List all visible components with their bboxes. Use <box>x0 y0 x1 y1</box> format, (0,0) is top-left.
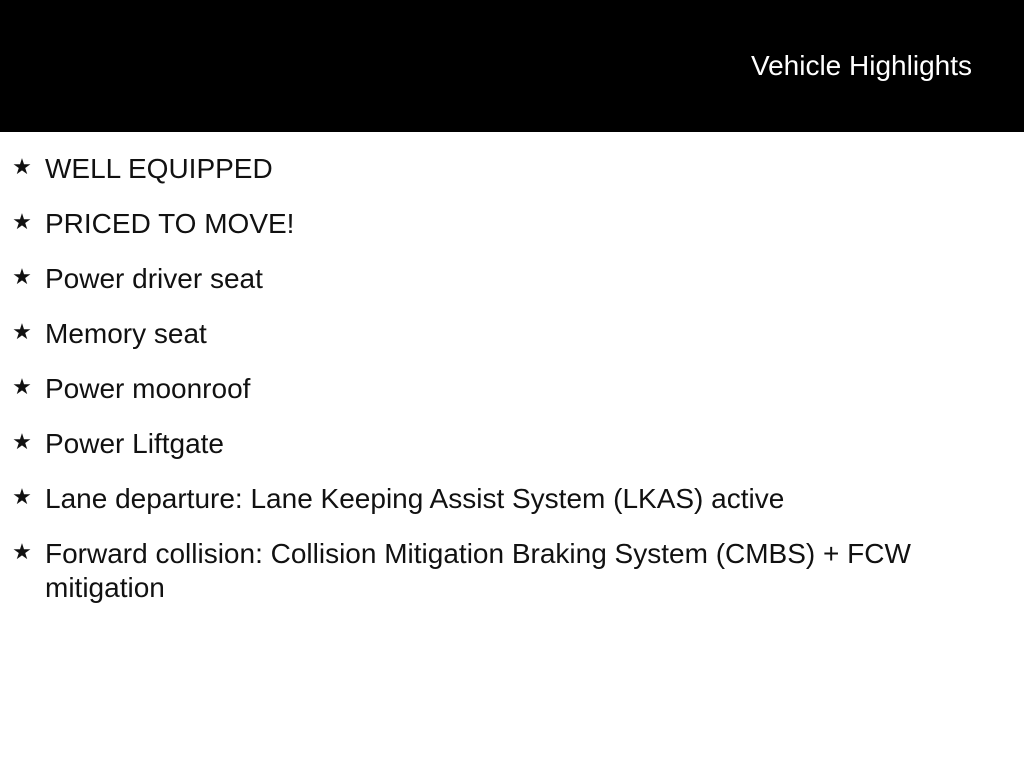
list-item <box>0 427 1024 461</box>
list-item-text: PRICED TO MOVE! <box>45 208 295 239</box>
list-item <box>0 152 1024 186</box>
star-icon: ★ <box>12 539 32 564</box>
list-item-text: Power moonroof <box>45 373 251 404</box>
list-item-text: Memory seat <box>45 318 207 349</box>
list-item-text: Forward collision: Collision Mitigation Braking System (CMBS) + FCW mitigation <box>45 538 911 603</box>
highlights-header <box>0 0 1024 132</box>
list-item-text: Power driver seat <box>45 263 263 294</box>
vehicle-highlights-list <box>0 132 1024 625</box>
page-title: Vehicle Highlights <box>750 50 972 81</box>
star-icon: ★ <box>12 264 32 289</box>
list-item <box>0 372 1024 406</box>
list-item <box>0 262 1024 296</box>
list-item-text: Lane departure: Lane Keeping Assist System (LKAS) active <box>45 483 785 514</box>
list-item <box>0 317 1024 351</box>
star-icon: ★ <box>12 209 32 234</box>
list-item <box>0 207 1024 241</box>
star-icon: ★ <box>12 484 32 509</box>
list-item <box>0 482 1024 516</box>
list-item <box>0 537 1024 605</box>
star-icon: ★ <box>12 374 32 399</box>
star-icon: ★ <box>12 154 32 179</box>
list-item-text: WELL EQUIPPED <box>45 153 273 184</box>
list-item-text: Power Liftgate <box>45 428 224 459</box>
star-icon: ★ <box>12 319 32 344</box>
star-icon: ★ <box>12 429 32 454</box>
